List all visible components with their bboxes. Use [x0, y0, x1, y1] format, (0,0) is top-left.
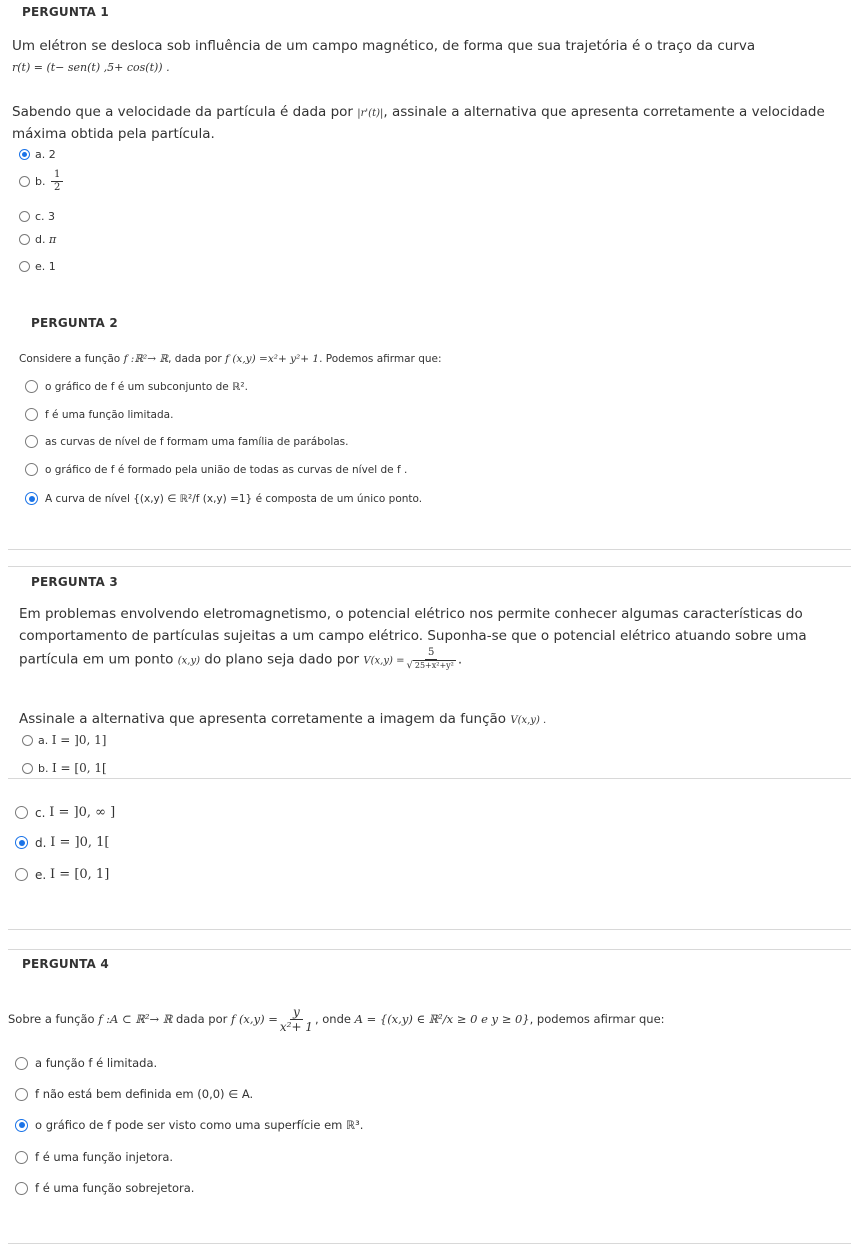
q2-option-5[interactable]: [25, 492, 422, 505]
option-value: 2: [48, 148, 56, 161]
function-formula: f (x,y) =: [231, 1012, 278, 1026]
stem-text: Sobre a função: [8, 1012, 95, 1026]
denominator: x²+ 1: [279, 1020, 313, 1034]
q2-option-4[interactable]: [25, 463, 407, 476]
question-3-title: PERGUNTA 3: [31, 575, 118, 589]
divider: [8, 929, 851, 930]
question-4-stem: [8, 1002, 843, 1036]
numerator: 5: [425, 648, 437, 660]
radio-button[interactable]: [19, 261, 30, 272]
question-3-stem-3: partícula em um ponto (x,y) do plano seja dado por V(x,y) = $\frac{5}{\text{√ 25+x²+y²}}$ .: [19, 647, 463, 671]
option-text: o gráfico de f é um subconjunto de ℝ².: [45, 380, 248, 393]
radio-button[interactable]: [25, 435, 38, 448]
function-formula: V(x,y) .: [510, 715, 547, 726]
option-text: o gráfico de f pode ser visto como uma superfície em ℝ³.: [35, 1118, 364, 1132]
radio-button[interactable]: [15, 1057, 28, 1070]
option-prefix: e.: [35, 260, 46, 273]
numerator: y: [290, 1006, 303, 1020]
q2-option-3[interactable]: [25, 435, 349, 448]
divider: [8, 566, 851, 567]
stem-text: Sabendo que a velocidade da partícula é dada por: [12, 104, 353, 120]
q1-option-e[interactable]: [19, 260, 56, 273]
q3-option-b[interactable]: [22, 761, 107, 775]
radio-button[interactable]: [25, 463, 38, 476]
option-prefix: c.: [35, 210, 45, 223]
question-1-stem: [12, 35, 836, 57]
question-1-stem-3: [12, 123, 838, 145]
q4-option-5[interactable]: [15, 1181, 194, 1195]
option-text: a função f é limitada.: [35, 1056, 158, 1070]
point-formula: (x,y): [177, 655, 200, 667]
option-value: I = [0, 1]: [50, 867, 110, 882]
divider: [8, 1243, 851, 1244]
stem-text: , podemos afirmar que:: [529, 1012, 665, 1026]
stem-text: do plano seja dado por: [204, 651, 360, 668]
potential-fraction: [406, 648, 455, 671]
stem-text: . Podemos afirmar que:: [319, 353, 442, 365]
q4-option-3[interactable]: [15, 1118, 363, 1132]
function-fraction: [280, 1006, 313, 1033]
option-prefix: a.: [38, 733, 49, 747]
radio-button[interactable]: [15, 806, 28, 819]
option-prefix: c.: [35, 805, 46, 820]
stem-text: Assinale a alternativa que apresenta corretamente a imagem da função: [19, 711, 507, 727]
radio-button[interactable]: [19, 149, 30, 160]
q1-option-c[interactable]: [19, 210, 55, 223]
fraction: [51, 170, 63, 193]
stem-text: Em problemas envolvendo eletromagnetismo, o potencial elétrico nos permite conhecer algumas características do: [19, 606, 803, 622]
option-value: 3: [48, 210, 56, 223]
option-prefix: d.: [35, 835, 47, 850]
stem-text: Considere a função: [19, 353, 121, 365]
option-value: I = ]0, ∞ ]: [49, 805, 116, 820]
question-2-title: PERGUNTA 2: [31, 316, 118, 330]
divider: [8, 778, 851, 779]
q1-option-a[interactable]: [19, 148, 56, 161]
q3-option-e[interactable]: [15, 867, 109, 882]
radio-button[interactable]: [19, 234, 30, 245]
question-3-stem-1: [19, 603, 839, 625]
radio-button[interactable]: [25, 492, 38, 505]
question-1-curve: [12, 57, 836, 79]
question-1-title: PERGUNTA 1: [22, 5, 109, 19]
radio-button[interactable]: [15, 868, 28, 881]
stem-text: , dada por: [168, 353, 222, 365]
question-3-stem-2: [19, 625, 839, 647]
numerator: 1: [51, 170, 63, 182]
q4-option-4[interactable]: [15, 1150, 173, 1164]
stem-text: comportamento de partículas sujeitas a um campo elétrico. Suponha-se que o potencial elétrico atuando sobre uma: [19, 628, 807, 644]
radio-button[interactable]: [15, 1151, 28, 1164]
divider: [8, 949, 851, 950]
function-signature: f :ℝ²→ ℝ: [123, 353, 169, 365]
option-text: f é uma função sobrejetora.: [35, 1181, 195, 1195]
divider: [8, 549, 851, 550]
q2-option-2[interactable]: [25, 408, 173, 421]
question-2-stem: [19, 351, 839, 367]
stem-text: , onde: [314, 1012, 351, 1026]
potential-formula: V(x,y) =: [363, 655, 405, 667]
radio-button[interactable]: [15, 1119, 28, 1132]
radio-button[interactable]: [15, 836, 28, 849]
radio-button[interactable]: [15, 1182, 28, 1195]
option-text: f é uma função injetora.: [35, 1150, 174, 1164]
radio-button[interactable]: [22, 763, 33, 774]
option-text: f é uma função limitada.: [45, 408, 174, 421]
stem-text: , assinale a alternativa que apresenta corretamente a velocidade: [383, 104, 825, 120]
norm-formula: |r'(t)|: [357, 108, 384, 119]
q4-option-2[interactable]: [15, 1087, 253, 1101]
option-text: f não está bem definida em (0,0) ∈ A.: [35, 1087, 254, 1101]
option-text: o gráfico de f é formado pela união de todas as curvas de nível de f .: [45, 463, 408, 476]
function-expression: f (x,y) =x²+ y²+ 1: [225, 353, 320, 365]
question-1-stem-2: [12, 101, 838, 125]
option-value: I = ]0, 1[: [50, 835, 110, 850]
option-prefix: e.: [35, 867, 47, 882]
denominator: √ 25+x²+y²: [406, 660, 454, 671]
sqrt-radicand: 25+x²+y²: [414, 661, 454, 670]
option-text: as curvas de nível de f formam uma família de parábolas.: [45, 435, 349, 448]
q4-option-1[interactable]: [15, 1056, 157, 1070]
question-4-title: PERGUNTA 4: [22, 957, 109, 971]
stem-text: partícula em um ponto: [19, 651, 174, 668]
curve-formula: r(t) = (t− sen(t) ,5+ cos(t)) .: [12, 61, 170, 74]
domain-formula: A = {(x,y) ∈ ℝ²/x ≥ 0 e y ≥ 0}: [354, 1012, 530, 1026]
q3-option-a[interactable]: [22, 733, 106, 747]
radio-button[interactable]: [25, 408, 38, 421]
q3-option-c[interactable]: [15, 805, 115, 820]
q2-option-1[interactable]: [25, 380, 248, 393]
option-prefix: d.: [35, 233, 46, 246]
option-value: π: [48, 233, 57, 246]
denominator: 2: [53, 182, 61, 193]
radio-button[interactable]: [15, 1088, 28, 1101]
option-prefix: b.: [35, 175, 46, 188]
option-prefix: a.: [35, 148, 46, 161]
radio-button[interactable]: [19, 176, 30, 187]
option-text: A curva de nível {(x,y) ∈ ℝ²/f (x,y) =1} é composta de um único ponto.: [45, 492, 423, 505]
stem-text: máxima obtida pela partícula.: [12, 126, 215, 142]
stem-text: dada por: [175, 1012, 228, 1026]
function-signature: f :A ⊂ ℝ²→ ℝ: [98, 1012, 173, 1026]
option-value: I = ]0, 1]: [51, 733, 107, 747]
q1-option-d[interactable]: [19, 233, 56, 246]
stem-text: Um elétron se desloca sob influência de um campo magnético, de forma que sua trajetória é o traço da curva: [12, 38, 756, 54]
q3-option-d[interactable]: [15, 835, 110, 850]
radio-button[interactable]: [22, 735, 33, 746]
option-value: I = [0, 1[: [51, 761, 107, 775]
radio-button[interactable]: [19, 211, 30, 222]
q1-option-b[interactable]: [19, 170, 65, 193]
option-value: 1: [48, 260, 56, 273]
option-prefix: b.: [38, 761, 49, 775]
question-3-stem-4: [19, 708, 839, 732]
radio-button[interactable]: [25, 380, 38, 393]
